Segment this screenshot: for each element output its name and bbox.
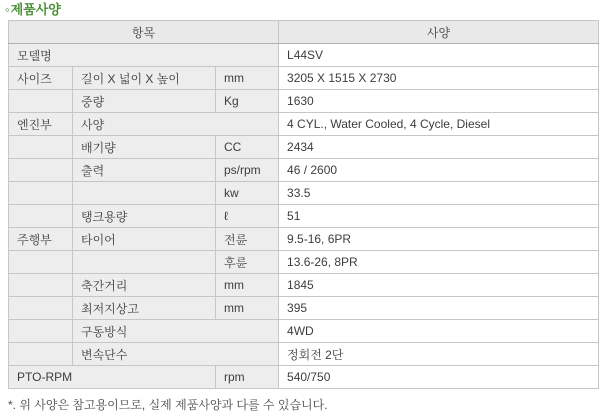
table-row bbox=[9, 366, 599, 389]
spec-value-cell: 2434 bbox=[279, 136, 599, 159]
page-title bbox=[5, 2, 600, 17]
table-row bbox=[9, 297, 599, 320]
spec-label-cell: 배기량 bbox=[73, 136, 216, 159]
spec-value-cell: 33.5 bbox=[279, 182, 599, 205]
spec-label-cell: 탱크용량 bbox=[73, 205, 216, 228]
spec-value-cell: 540/750 bbox=[279, 366, 599, 389]
spec-value-cell: 13.6-26, 8PR bbox=[279, 251, 599, 274]
spec-value-cell: 395 bbox=[279, 297, 599, 320]
spec-label-cell: 모델명 bbox=[9, 44, 279, 67]
table-row bbox=[9, 320, 599, 343]
spec-value-cell: 9.5-16, 6PR bbox=[279, 228, 599, 251]
spec-unit-cell: Kg bbox=[216, 90, 279, 113]
spec-label-cell: 출력 bbox=[73, 159, 216, 182]
spec-value-cell: 51 bbox=[279, 205, 599, 228]
spec-value-cell: 1845 bbox=[279, 274, 599, 297]
spec-label-cell: 축간거리 bbox=[73, 274, 216, 297]
title-bullet-icon: ◦ bbox=[5, 2, 10, 17]
spec-unit-cell: mm bbox=[216, 67, 279, 90]
spec-label-cell bbox=[9, 205, 73, 228]
table-row bbox=[9, 343, 599, 366]
header-item-column: 항목 bbox=[9, 21, 279, 44]
spec-label-cell: 길이 X 넓이 X 높이 bbox=[73, 67, 216, 90]
spec-unit-cell: 전륜 bbox=[216, 228, 279, 251]
spec-label-cell: 타이어 bbox=[73, 228, 216, 251]
spec-unit-cell: ps/rpm bbox=[216, 159, 279, 182]
spec-label-cell bbox=[9, 274, 73, 297]
spec-value-cell: L44SV bbox=[279, 44, 599, 67]
table-row bbox=[9, 205, 599, 228]
table-row bbox=[9, 274, 599, 297]
spec-label-cell bbox=[9, 343, 73, 366]
spec-label-cell bbox=[73, 251, 216, 274]
spec-unit-cell: rpm bbox=[216, 366, 279, 389]
table-row bbox=[9, 228, 599, 251]
table-row bbox=[9, 113, 599, 136]
table-row bbox=[9, 44, 599, 67]
spec-unit-cell: mm bbox=[216, 297, 279, 320]
spec-unit-cell: mm bbox=[216, 274, 279, 297]
spec-label-cell: PTO-RPM bbox=[9, 366, 216, 389]
spec-value-cell: 4 CYL., Water Cooled, 4 Cycle, Diesel bbox=[279, 113, 599, 136]
spec-label-cell: 변속단수 bbox=[73, 343, 279, 366]
spec-unit-cell: ℓ bbox=[216, 205, 279, 228]
spec-label-cell bbox=[9, 320, 73, 343]
table-row bbox=[9, 251, 599, 274]
spec-label-cell bbox=[9, 251, 73, 274]
spec-value-cell: 4WD bbox=[279, 320, 599, 343]
table-row bbox=[9, 67, 599, 90]
spec-label-cell: 엔진부 bbox=[9, 113, 73, 136]
spec-label-cell bbox=[9, 159, 73, 182]
spec-table bbox=[8, 20, 599, 389]
spec-label-cell bbox=[9, 136, 73, 159]
spec-unit-cell: kw bbox=[216, 182, 279, 205]
page-title-text: 제품사양 bbox=[10, 2, 61, 17]
spec-value-cell: 1630 bbox=[279, 90, 599, 113]
spec-value-cell: 정회전 2단 bbox=[279, 343, 599, 366]
spec-label-cell bbox=[73, 182, 216, 205]
spec-value-cell: 3205 X 1515 X 2730 bbox=[279, 67, 599, 90]
spec-label-cell: 사양 bbox=[73, 113, 279, 136]
spec-unit-cell: 후륜 bbox=[216, 251, 279, 274]
spec-value-cell: 46 / 2600 bbox=[279, 159, 599, 182]
spec-label-cell: 최저지상고 bbox=[73, 297, 216, 320]
table-row bbox=[9, 136, 599, 159]
table-row bbox=[9, 182, 599, 205]
header-spec-column: 사양 bbox=[279, 21, 599, 44]
spec-label-cell bbox=[9, 297, 73, 320]
spec-label-cell: 구동방식 bbox=[73, 320, 279, 343]
spec-label-cell bbox=[9, 90, 73, 113]
spec-label-cell: 사이즈 bbox=[9, 67, 73, 90]
table-row bbox=[9, 90, 599, 113]
footnote: *. 위 사양은 참고용이므로, 실제 제품사양과 다를 수 있습니다. bbox=[8, 398, 328, 412]
table-row bbox=[9, 159, 599, 182]
table-header-row bbox=[9, 21, 599, 44]
spec-label-cell: 주행부 bbox=[9, 228, 73, 251]
spec-label-cell: 중량 bbox=[73, 90, 216, 113]
spec-table-body bbox=[9, 44, 599, 389]
spec-label-cell bbox=[9, 182, 73, 205]
spec-unit-cell: CC bbox=[216, 136, 279, 159]
